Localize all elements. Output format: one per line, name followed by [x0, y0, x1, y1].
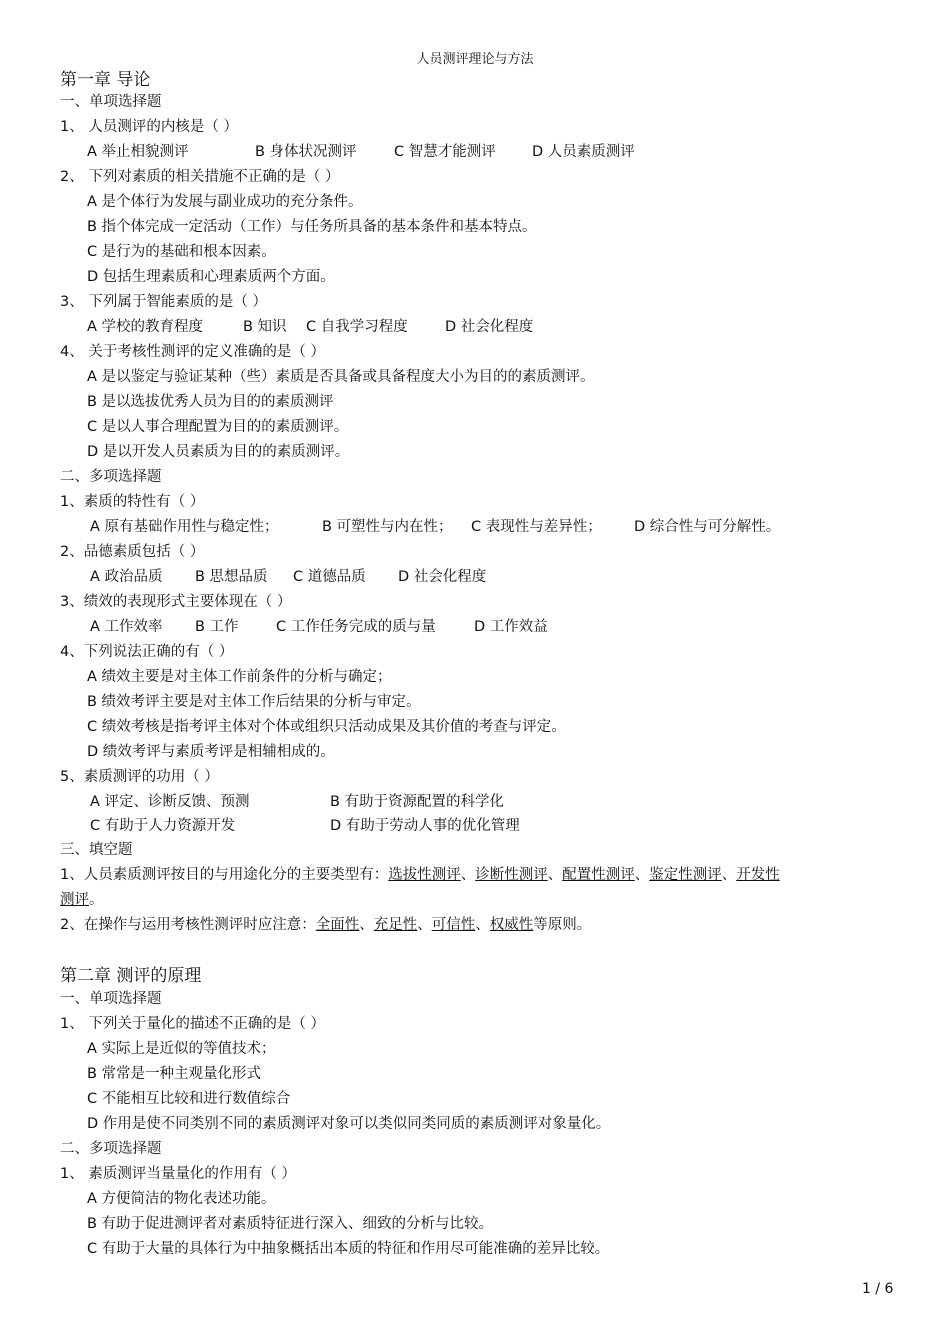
option-d: D 绩效考评与素质考评是相辅相成的。 [87, 744, 335, 760]
option-a: A 原有基础作用性与稳定性； [90, 519, 279, 535]
question-stem: 1、 素质测评当量量化的作用有（ ） [60, 1166, 296, 1182]
section-heading: 二、多项选择题 [60, 1141, 162, 1157]
option-d: D 工作效益 [474, 619, 548, 635]
document-header: 人员测评理论与方法 [416, 52, 534, 67]
question-stem: 3、 下列属于智能素质的是（ ） [60, 294, 267, 310]
separator: 、 [721, 867, 737, 883]
section-heading: 三、填空题 [60, 842, 133, 858]
separator: 、 [460, 867, 476, 883]
answer: 可信性 [431, 917, 476, 933]
option-c: C 表现性与差异性； [471, 519, 602, 535]
option-d: D 有助于劳动人事的优化管理 [330, 818, 520, 834]
option-d: D 社会化程度 [398, 569, 487, 585]
answer: 诊断性测评 [475, 867, 548, 883]
answer: 全面性 [315, 917, 360, 933]
fill-in-question-1 [60, 866, 780, 884]
separator: 、 [417, 917, 432, 933]
separator: 、 [634, 867, 650, 883]
option-a: A 方便简洁的物化表述功能。 [87, 1191, 276, 1207]
option-a: A 绩效主要是对主体工作前条件的分析与确定； [87, 669, 392, 685]
option-c: C 自我学习程度 [306, 319, 408, 335]
option-a: A 政治品质 [90, 569, 163, 585]
question-stem: 1、 人员测评的内核是（ ） [60, 119, 238, 135]
section-heading: 一、单项选择题 [60, 991, 162, 1007]
question-stem: 2、品德素质包括（ ） [60, 544, 205, 560]
option-d: D 社会化程度 [445, 319, 534, 335]
fill-prefix: 2、在操作与运用考核性测评时应注意： [60, 917, 316, 933]
option-c: C 是行为的基础和根本因素。 [87, 244, 276, 260]
fill-in-question-1-cont [60, 891, 104, 909]
option-c: C 有助于大量的具体行为中抽象概括出本质的特征和作用尽可能准确的差异比较。 [87, 1241, 610, 1257]
question-stem: 4、 关于考核性测评的定义准确的是（ ） [60, 344, 325, 360]
option-b: B 工作 [195, 619, 239, 635]
option-a: A 是以鉴定与验证某种（些）素质是否具备或具备程度大小为目的的素质测评。 [87, 369, 595, 385]
option-d: D 是以开发人员素质为目的的素质测评。 [87, 444, 350, 460]
option-b: B 常常是一种主观量化形式 [87, 1066, 262, 1082]
answer: 测评 [60, 892, 89, 908]
option-a: A 是个体行为发展与副业成功的充分条件。 [87, 194, 363, 210]
option-a: A 举止相貌测评 [87, 144, 189, 160]
section-heading: 二、多项选择题 [60, 469, 162, 485]
fill-prefix: 1、人员素质测评按目的与用途化分的主要类型有： [60, 867, 389, 883]
page-number: 1 / 6 [862, 1281, 894, 1297]
option-c: C 不能相互比较和进行数值综合 [87, 1091, 291, 1107]
answer: 配置性测评 [562, 867, 635, 883]
separator: 、 [475, 917, 490, 933]
option-b: B 绩效考评主要是对主体工作后结果的分析与审定。 [87, 694, 421, 710]
option-b: B 身体状况测评 [255, 144, 357, 160]
answer: 充足性 [373, 917, 418, 933]
answer: 权威性 [489, 917, 534, 933]
option-c: C 是以人事合理配置为目的的素质测评。 [87, 419, 349, 435]
option-c: C 道德品质 [293, 569, 366, 585]
question-stem: 2、 下列对素质的相关措施不正确的是（ ） [60, 169, 340, 185]
option-d: D 包括生理素质和心理素质两个方面。 [87, 269, 335, 285]
option-b: B 有助于促进测评者对素质特征进行深入、细致的分析与比较。 [87, 1216, 494, 1232]
option-c: C 工作任务完成的质与量 [276, 619, 436, 635]
question-stem: 3、绩效的表现形式主要体现在（ ） [60, 594, 292, 610]
option-b: B 是以选拔优秀人员为目的的素质测评 [87, 394, 334, 410]
option-a: A 学校的教育程度 [87, 319, 204, 335]
option-b: B 指个体完成一定活动（工作）与任务所具备的基本条件和基本特点。 [87, 219, 537, 235]
option-c: C 智慧才能测评 [394, 144, 496, 160]
option-b: B 有助于资源配置的科学化 [330, 794, 505, 810]
question-stem: 5、素质测评的功用（ ） [60, 769, 219, 785]
option-a: A 实际上是近似的等值技术； [87, 1041, 276, 1057]
option-b: B 可塑性与内在性； [322, 519, 453, 535]
fill-in-question-2 [60, 916, 591, 934]
chapter-1-title: 第一章 导论 [60, 70, 151, 90]
option-c: C 有助于人力资源开发 [90, 818, 236, 834]
fill-end: 。 [89, 892, 104, 908]
fill-suffix: 等原则。 [533, 917, 592, 933]
option-b: B 思想品质 [195, 569, 268, 585]
separator: 、 [359, 917, 374, 933]
option-a: A 工作效率 [90, 619, 163, 635]
question-stem: 1、 下列关于量化的描述不正确的是（ ） [60, 1016, 325, 1032]
option-d: D 综合性与可分解性。 [634, 519, 781, 535]
answer: 鉴定性测评 [649, 867, 722, 883]
option-d: D 人员素质测评 [532, 144, 635, 160]
section-heading: 一、单项选择题 [60, 94, 162, 110]
option-c: C 绩效考核是指考评主体对个体或组织只活动成果及其价值的考查与评定。 [87, 719, 566, 735]
option-d: D 作用是使不同类别不同的素质测评对象可以类似同类同质的素质测评对象量化。 [87, 1116, 611, 1132]
option-a: A 评定、诊断反馈、预测 [90, 794, 250, 810]
answer: 选拔性测评 [388, 867, 461, 883]
option-b: B 知识 [243, 319, 287, 335]
question-stem: 1、素质的特性有（ ） [60, 494, 205, 510]
separator: 、 [547, 867, 563, 883]
chapter-2-title: 第二章 测评的原理 [60, 966, 202, 986]
answer: 开发性 [736, 867, 780, 883]
question-stem: 4、下列说法正确的有（ ） [60, 644, 234, 660]
